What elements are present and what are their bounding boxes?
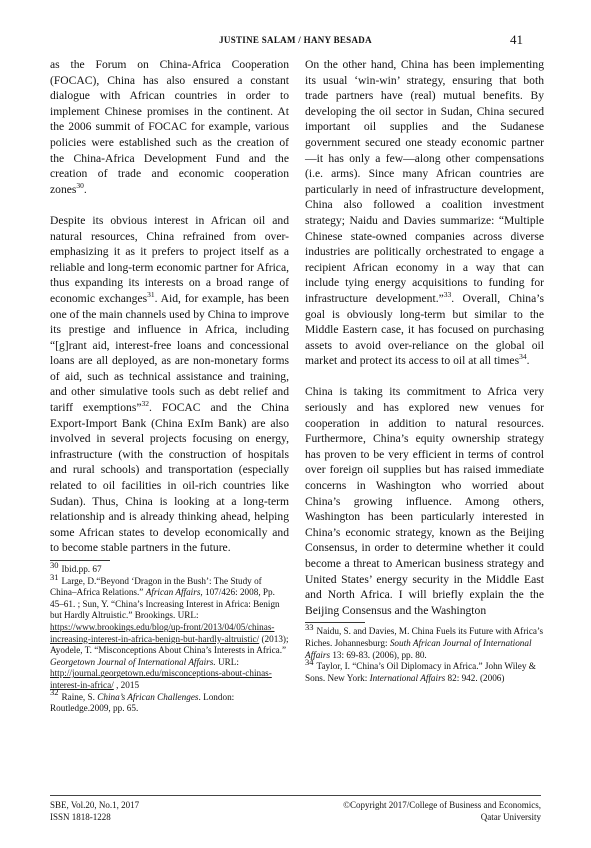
footnote-link[interactable]: https://www.brookings.edu/blog/up-front/2013/04/05/chinas-increasing-interest-in-africa-benign-but-hardly-altruistic/ [50,621,275,644]
footnote-ref[interactable]: 34 [519,352,527,362]
page-number: 41 [510,32,523,47]
paragraph: On the other hand, China has been implementing its usual ‘win-win’ strategy, ensuring that both trade partners have (real) mutual benefits. By developing the oil sector in Sudan, China secured important oil supplies and the Sudanese government secured one steady economic partner—it has only a few—along other compensations (i.e. arms). Since many African countries are particularly in need of infrastructure development, China also followed a coalition investment strategy; Naidu and Davies summarize: “Multiple Chinese state-owned companies across diverse industries are politically orchestrated to engage a recipient African economy in a way that can include tying energy acquisitions to funding for infrastructure development.”$^{33}$. Overall, China’s goal is obviously long-term but similar to the Middle Eastern case, it has focused on purchasing assets to avoid over-reliance on the global oil market and protect its access to oil at all times$^{34}$. [305,58,544,368]
footnote-30: 30 Ibid.pp. 67 [50,559,102,574]
paragraph: as the Forum on China-Africa Cooperation (FOCAC), China has also ensured a constant dialogue with African countries in order to implement Chinese promises in the continent. At the 2006 summit of FOCAC for example, various policies were established such as the creation of the China-Africa Development Fund and the creation of trade and economic cooperation zones$^{30}$. [50,58,289,196]
footer-copyright: ©Copyright 2017/College of Business and Economics, Qatar University [343,800,541,822]
paragraph: China is taking its commitment to Africa very seriously and has explored new venues for cooperation in addition to natural resources. Furthermore, China’s equity ownership strategy has proven to be very efficient in terms of control over foreign oil supplies but has raised immediate concerns in Washington who worried about China’s growing influence. Among others, Washington has been particularly interested in China’s economic strategy, known as the Beijing Consensus, in order to determine whether it could become a threat to American business strategy and United States’ energy security in the Middle East and North Africa. I will briefly explain the the Beijing Consensus and the Washington [305,385,544,617]
paragraph: Despite its obvious interest in African oil and natural resources, China refrained from over-emphasizing it as it prefers to project itself as a reliable and long-term economic partner for Africa, thus expanding its interests on a broad range of economic exchanges$^{31}$. Aid, for example, has been one of the main channels used by China to improve its prestige and influence in Africa, including “[g]rant aid, interest-free loans and concessional loans are all deployed, as are non-monetary forms of aid, such as technical assistance and training, and other simulative tools such as debt relief and tariff exemptions”$^{32}$. FOCAC and the China Export-Import Bank (China ExIm Bank) are also involved in several projects focusing on energy, infrastructure (with the construction of hospitals and rural schools) and transportation (especially related to oil facilities in oil-rich countries like Sudan). Thus, China is looking at a long-term relationship and is already thinking ahead, helping some African states to develop economically and to become stable partners in the future. [50,213,290,555]
footnote-31: 31 Large, D.“Beyond ‘Dragon in the Bush’: The Study of China–Africa Relations.” African Affairs, 107/426: 2008, Pp. 45–61. ; Sun, Y. “China’s Increasing Interest in Africa: Benign but Hardly Altruistic.” Brookings. URL: https://www.brookings.edu/blog/up-front/2013/04/05/chinas-increasing-interest-in-africa-benign-but-hardly-altruistic/ (2013); Ayodele, T. “Misconceptions About China’s Interests in Africa.” Georgetown Journal of International Affairs. URL: http://journal.georgetown.edu/misconceptions-about-chinas-interest-in-africa/ , 2015 [50,571,289,690]
footnote-33: 33 Naidu, S. and Davies, M. China Fuels its Future with Africa’s Riches. Johannesburg: South African Journal of International Affairs 13: 69-83. (2006), pp. 80. [305,622,544,660]
footnote-ref[interactable]: 32 [141,399,150,409]
footnote-ref[interactable]: 33 [443,290,452,300]
running-header: JUSTINE SALAM / HANY BESADA [219,35,372,45]
footnote-link[interactable]: http://journal.georgetown.edu/misconceptions-about-chinas-interest-in-africa/ [50,668,272,690]
left-column [50,57,289,715]
footnote-34: 34 Taylor, I. “China’s Oil Diplomacy in Africa.” John Wiley & Sons. New York: International Affairs 82: 942. (2006) [305,657,536,683]
footnote-32: 32 Raine, S. China’s African Challenges. London: Routledge.2009, pp. 65. [50,687,235,714]
footer-divider [50,795,541,796]
footnote-divider [305,622,365,623]
footnote-divider [50,560,110,561]
footer-journal-info: SBE, Vol.20, No.1, 2017 ISSN 1818-1228 [50,800,140,822]
footnote-ref[interactable]: 30 [76,180,84,190]
right-column [305,57,544,684]
footnote-ref[interactable]: 31 [147,290,155,300]
